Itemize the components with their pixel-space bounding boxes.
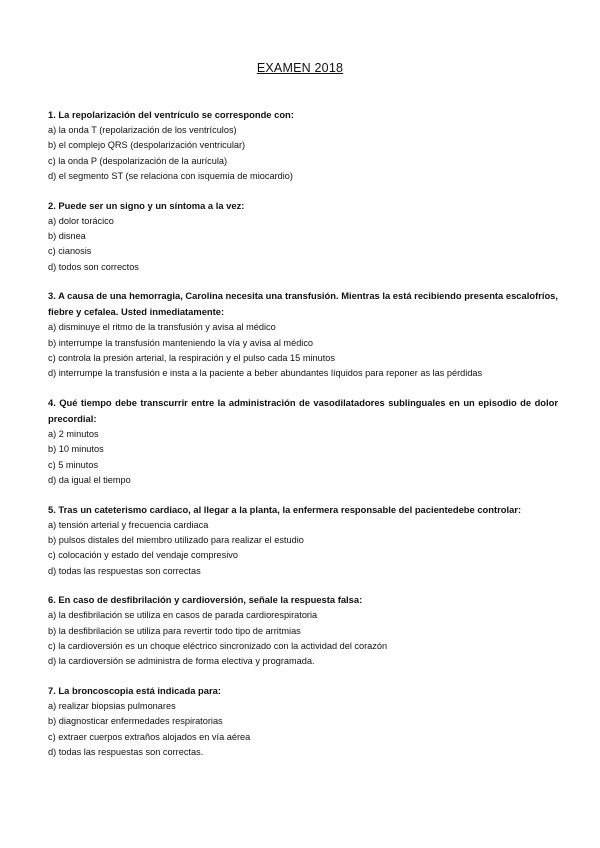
question-4	[48, 395, 558, 489]
option-b: b) 10 minutos	[48, 444, 104, 455]
option-list	[48, 320, 558, 382]
option-list	[48, 123, 558, 185]
exam-title: EXAMEN 2018	[256, 61, 344, 75]
question-3	[48, 288, 558, 382]
question-text: 1. La repolarización del ventrículo se corresponde con:	[48, 109, 294, 120]
option-b: b) el complejo QRS (despolarización ventricular)	[48, 140, 246, 151]
question-1	[48, 107, 558, 185]
option-list	[48, 214, 558, 276]
option-list	[48, 518, 558, 580]
option-d: d) todas las respuestas son correctas.	[48, 746, 204, 757]
question-text: 7. La broncoscopia está indicada para:	[48, 684, 221, 696]
option-a: a) la desfibrilación se utiliza en casos de parada cardiorespiratoria	[48, 610, 318, 621]
question-text: 6. En caso de desfibrilación y cardioversión, señale la respuesta falsa:	[48, 594, 363, 606]
question-7	[48, 683, 558, 761]
option-c: c) la onda P (despolarización de la aurícula)	[48, 155, 228, 166]
option-a: a) dolor torácico	[48, 215, 114, 226]
option-a: a) tensión arterial y frecuencia cardiaca	[48, 519, 209, 530]
option-a: a) realizar biopsias pulmonares	[48, 700, 176, 711]
option-b: b) interrumpe la transfusión manteniendo la vía y avisa al médico	[48, 337, 314, 348]
question-text: 5. Tras un cateterismo cardiaco, al llegar a la planta, la enfermera responsable del pacientedebe controlar:	[48, 503, 522, 515]
option-b: b) diagnosticar enfermedades respiratorias	[48, 716, 223, 727]
option-d: d) todos son correctos	[48, 261, 139, 272]
option-d: d) interrumpe la transfusión e insta a la paciente a beber abundantes líquidos para reponer as las pérdidas	[48, 368, 483, 379]
question-2	[48, 198, 558, 276]
option-d: d) da igual el tiempo	[48, 475, 131, 486]
option-a: a) la onda T (repolarización de los ventrículos)	[48, 125, 237, 135]
option-list	[48, 608, 558, 670]
option-c: c) extraer cuerpos extraños alojados en vía aérea	[48, 731, 251, 742]
question-list	[48, 107, 558, 773]
question-text: 4. Qué tiempo debe transcurrir entre la administración de vasodilatadores sublinguales en un episodio de dolor precordial:	[48, 396, 558, 424]
question-5	[48, 502, 558, 580]
option-c: c) colocación y estado del vendaje compresivo	[48, 550, 238, 561]
question-text: 2. Puede ser un signo y un síntoma a la vez:	[48, 199, 245, 211]
question-6	[48, 592, 558, 670]
option-c: c) cianosis	[48, 246, 92, 257]
option-c: c) la cardioversión es un choque eléctrico sincronizado con la actividad del corazón	[48, 640, 388, 651]
option-b: b) la desfibrilación se utiliza para revertir todo tipo de arritmias	[48, 625, 301, 636]
option-a: a) 2 minutos	[48, 428, 99, 439]
option-c: c) 5 minutos	[48, 459, 99, 470]
question-text: 3. A causa de una hemorragia, Carolina necesita una transfusión. Mientras la está recibiendo presenta escalofríos, fiebre y cefalea. Usted inmediatamente:	[48, 290, 558, 318]
option-list	[48, 427, 558, 489]
option-a: a) disminuye el ritmo de la transfusión y avisa al médico	[48, 322, 276, 333]
option-d: d) el segmento ST (se relaciona con isquemia de miocardio)	[48, 171, 293, 182]
option-d: d) todas las respuestas son correctas	[48, 565, 201, 576]
option-c: c) controla la presión arterial, la respiración y el pulso cada 15 minutos	[48, 353, 335, 364]
option-b: b) pulsos distales del miembro utilizado para realizar el estudio	[48, 534, 304, 545]
option-b: b) disnea	[48, 231, 86, 242]
option-d: d) la cardioversión se administra de forma electiva y programada.	[48, 656, 315, 667]
option-list	[48, 699, 558, 761]
